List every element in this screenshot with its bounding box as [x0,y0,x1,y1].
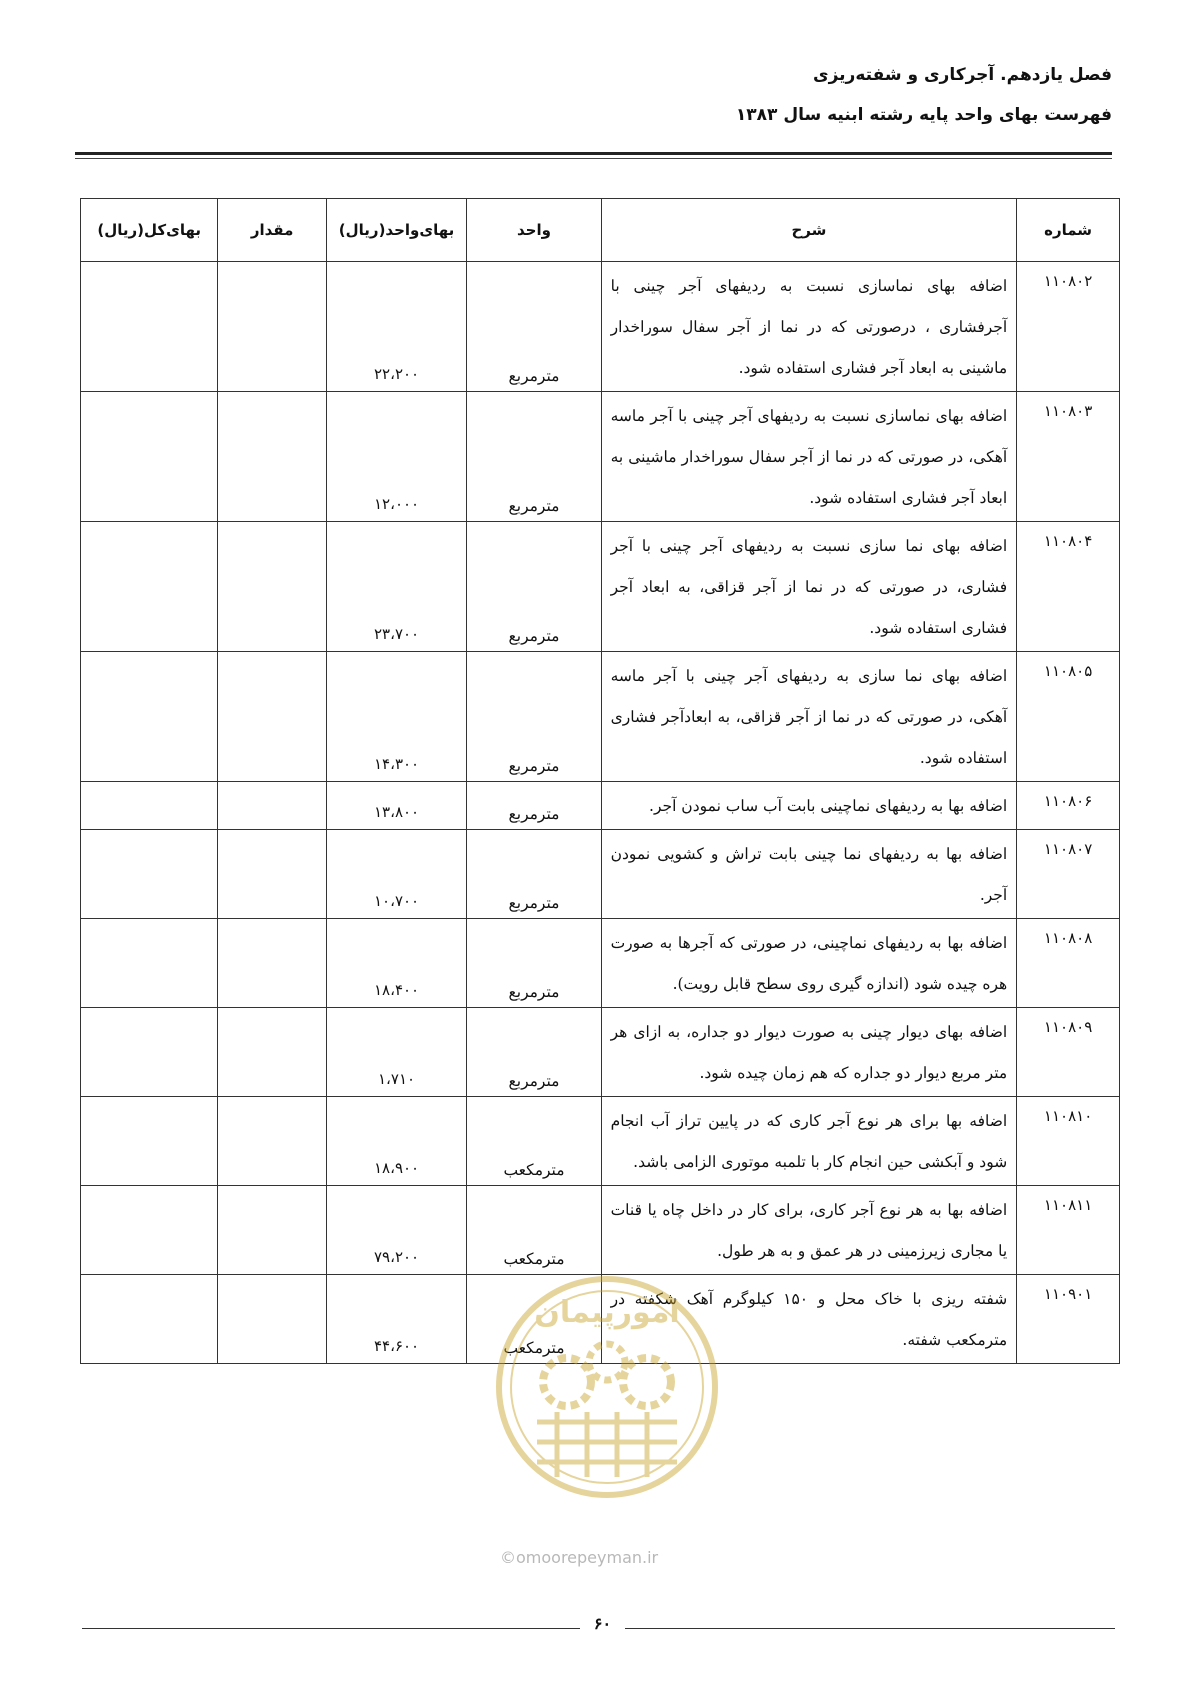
item-description: اضافه بهای نما سازی به ردیفهای آجر چینی با آجر ماسه آهکی، در صورتی که در نما از آجر قزاقی، به ابعادآجر فشاری استفاده شود. [601,652,1017,782]
item-quantity [218,262,326,392]
item-unit-price: ۴۴،۶۰۰ [326,1275,467,1364]
column-header-description: شرح [601,199,1017,262]
item-unit-price: ۱۰،۷۰۰ [326,830,467,919]
item-description: اضافه بها برای هر نوع آجر کاری که در پایین تراز آب انجام شود و آبکشی حین انجام کار با تلمبه موتوری الزامی باشد. [601,1097,1017,1186]
column-header-unit: واحد [467,199,601,262]
item-unit-price: ۱۸،۹۰۰ [326,1097,467,1186]
item-unit: مترمربع [467,522,601,652]
item-description: اضافه بها به هر نوع آجر کاری، برای کار در داخل چاه یا قنات یا مجاری زیرزمینی در هر عمق و به هر طول. [601,1186,1017,1275]
table-row [81,262,1120,392]
item-unit-price: ۲۳،۷۰۰ [326,522,467,652]
item-unit: مترمربع [467,782,601,830]
item-unit: مترمربع [467,392,601,522]
footer-line-left [82,1628,580,1629]
item-quantity [218,919,326,1008]
chapter-title: فصل یازدهم. آجرکاری و شفته‌ریزی [813,65,1112,85]
watermark-logo-text: امورپیمان [534,1295,680,1330]
header-rule-thick [75,152,1112,155]
item-description: اضافه بها به ردیفهای نماچینی بابت آب ساب نمودن آجر. [601,782,1017,830]
item-description: اضافه بهای نماسازی نسبت به ردیفهای آجر چینی با آجرفشاری ، درصورتی که در نما از آجر سفال سوراخدار ماشینی به ابعاد آجر فشاری استفاده شود. [601,262,1017,392]
item-number: ۱۱۰۸۰۵ [1017,652,1120,782]
item-unit: مترمکعب [467,1186,601,1275]
item-total-price [81,782,218,830]
table-row [81,782,1120,830]
item-unit: مترمربع [467,830,601,919]
item-unit-price: ۱۸،۴۰۰ [326,919,467,1008]
item-number: ۱۱۰۸۰۶ [1017,782,1120,830]
item-number: ۱۱۰۸۰۳ [1017,392,1120,522]
table-row [81,1275,1120,1364]
watermark-site-text: ©omoorepeyman.ir [500,1548,659,1567]
item-total-price [81,1275,218,1364]
column-header-unit-price: بهای‌واحد(ریال) [326,199,467,262]
price-list-title: فهرست بهای واحد پایه رشته ابنیه سال ۱۳۸۳ [735,105,1112,125]
item-unit-price: ۱۴،۳۰۰ [326,652,467,782]
item-quantity [218,830,326,919]
item-unit-price: ۲۲،۲۰۰ [326,262,467,392]
item-quantity [218,1097,326,1186]
item-total-price [81,1097,218,1186]
item-number: ۱۱۰۸۰۲ [1017,262,1120,392]
item-unit-price: ۱۲،۰۰۰ [326,392,467,522]
item-total-price [81,522,218,652]
item-unit: مترمکعب [467,1275,601,1364]
item-unit-price: ۱۳،۸۰۰ [326,782,467,830]
page-header [72,60,1112,130]
item-unit: مترمربع [467,919,601,1008]
item-quantity [218,1275,326,1364]
item-description: اضافه بها به ردیفهای نماچینی، در صورتی که آجرها به صورت هره چیده شود (اندازه گیری روی سطح قابل رویت). [601,919,1017,1008]
column-header-number: شماره [1017,199,1120,262]
item-total-price [81,262,218,392]
item-unit-price: ۷۹،۲۰۰ [326,1186,467,1275]
item-number: ۱۱۰۸۰۹ [1017,1008,1120,1097]
item-number: ۱۱۰۸۰۷ [1017,830,1120,919]
item-description: اضافه بهای نماسازی نسبت به ردیفهای آجر چینی با آجر ماسه آهکی، در صورتی که در نما از آجر سفال سوراخدار ماشینی به ابعاد آجر فشاری استفاده شود. [601,392,1017,522]
item-total-price [81,830,218,919]
table-row [81,830,1120,919]
price-table [80,198,1120,1364]
table-row [81,392,1120,522]
table-row [81,1097,1120,1186]
item-quantity [218,782,326,830]
item-total-price [81,392,218,522]
item-unit: مترمربع [467,1008,601,1097]
item-total-price [81,1186,218,1275]
column-header-quantity: مقدار [218,199,326,262]
table-row [81,522,1120,652]
column-header-total-price: بهای‌کل(ریال) [81,199,218,262]
item-quantity [218,522,326,652]
table-row [81,1186,1120,1275]
item-number: ۱۱۰۸۰۸ [1017,919,1120,1008]
item-description: اضافه بها به ردیفهای نما چینی بابت تراش و کشویی نمودن آجر. [601,830,1017,919]
page-number: ۶۰ [593,1614,612,1633]
item-number: ۱۱۰۸۰۴ [1017,522,1120,652]
copyright-icon: © [500,1548,516,1567]
item-quantity [218,392,326,522]
table-row [81,1008,1120,1097]
item-description: اضافه بهای نما سازی نسبت به ردیفهای آجر چینی با آجر فشاری، در صورتی که در نما از آجر قزاقی، به ابعاد آجر فشاری استفاده شود. [601,522,1017,652]
item-description: اضافه بهای دیوار چینی به صورت دیوار دو جداره، به ازای هر متر مربع دیوار دو جداره که هم زمان چیده شود. [601,1008,1017,1097]
item-total-price [81,1008,218,1097]
footer-line-right [625,1628,1115,1629]
item-number: ۱۱۰۹۰۱ [1017,1275,1120,1364]
item-unit: مترمربع [467,652,601,782]
item-unit: مترمکعب [467,1097,601,1186]
table-header-row [81,199,1120,262]
item-total-price [81,652,218,782]
item-description: شفته ریزی با خاک محل و ۱۵۰ کیلوگرم آهک شکفته در مترمکعب شفته. [601,1275,1017,1364]
item-total-price [81,919,218,1008]
table-row [81,652,1120,782]
item-unit: مترمربع [467,262,601,392]
header-rule-thin [75,158,1112,159]
item-quantity [218,1186,326,1275]
item-unit-price: ۱،۷۱۰ [326,1008,467,1097]
item-quantity [218,652,326,782]
item-number: ۱۱۰۸۱۰ [1017,1097,1120,1186]
item-quantity [218,1008,326,1097]
item-number: ۱۱۰۸۱۱ [1017,1186,1120,1275]
table-row [81,919,1120,1008]
